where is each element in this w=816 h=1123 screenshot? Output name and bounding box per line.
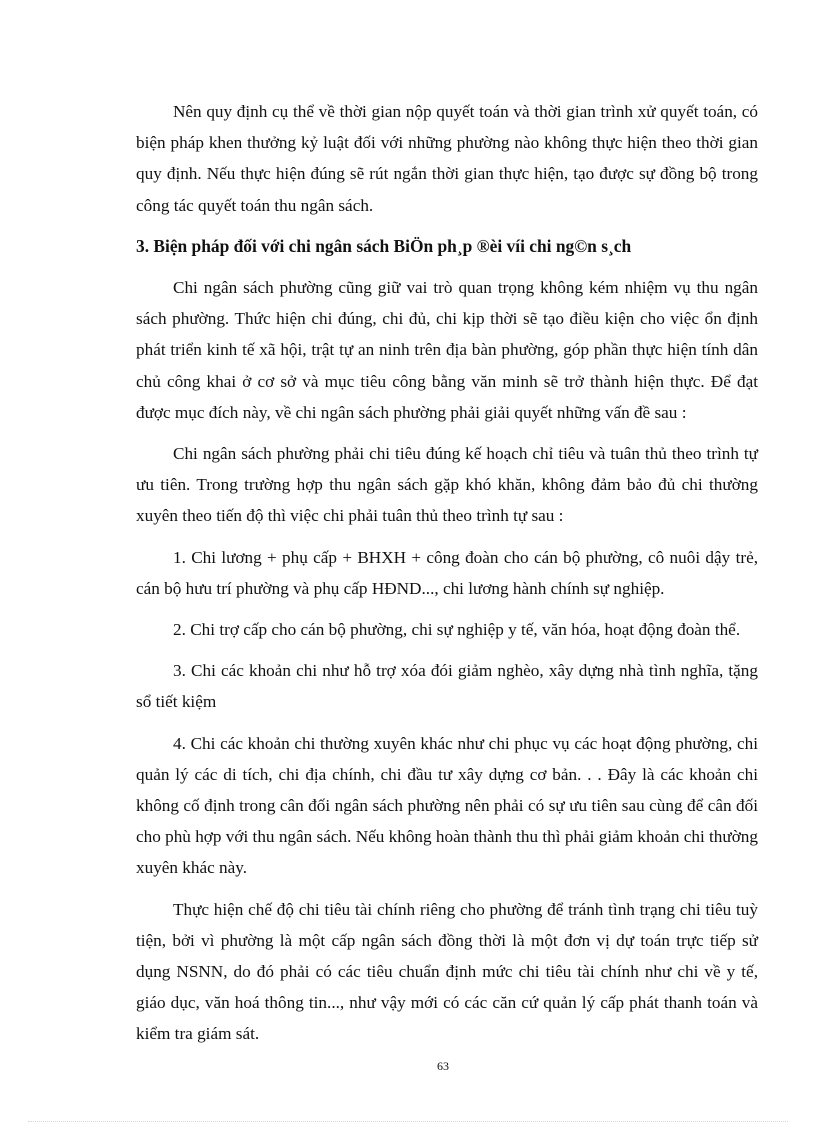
paragraph-intro: Nên quy định cụ thể về thời gian nộp quyết toán và thời gian trình xử quyết toán, có biện pháp khen thưởng kỷ luật đối với những phường nào không thực hiện theo thời gian quy định. Nếu thực hiện đúng sẽ rút ngắn thời gian thực hiện, tạo được sự đồng bộ trong công tác quyết toán thu ngân sách. — [136, 102, 758, 215]
list-item-2: 2. Chi trợ cấp cho cán bộ phường, chi sự nghiệp y tế, văn hóa, hoạt động đoàn thể. — [173, 620, 741, 640]
list-item-3: 3. Chi các khoản chi như hỗ trợ xóa đói giảm nghèo, xây dựng nhà tình nghĩa, tặng sổ tiết kiệm — [136, 661, 758, 712]
paragraph-1: Chi ngân sách phường cũng giữ vai trò quan trọng không kém nhiệm vụ thu ngân sách phường. Thức hiện chi đúng, chi đủ, chi kịp thời sẽ tạo điều kiện cho việc ổn định phát triển kinh tế xã hội, trật tự an ninh trên địa bàn phường, góp phần thực hiện tính dân chủ công khai ở cơ sở và mục tiêu công bằng văn minh sẽ trở thành hiện thực. Để đạt được mục đích này, về chi ngân sách phường phải giải quyết những vấn đề sau : — [136, 278, 758, 422]
paragraph-2: Chi ngân sách phường phải chi tiêu đúng kế hoạch chỉ tiêu và tuân thủ theo trình tự ưu tiên. Trong trường hợp thu ngân sách gặp khó khăn, không đảm bảo đủ chi thường xuyên theo tiến độ thì việc chi phải tuân thủ theo trình tự sau : — [136, 444, 758, 526]
footer-divider — [28, 1121, 788, 1122]
paragraph-final: Thực hiện chế độ chi tiêu tài chính riêng cho phường để tránh tình trạng chi tiêu tuỳ tiện, bởi vì phường là một cấp ngân sách đồng thời là một đơn vị dự toán trực tiếp sử dụng NSNN, do đó phải có các tiêu chuẩn định mức chi tiêu tài chính như chi về y tế, giáo dục, văn hoá thông tin..., như vậy mới có các căn cứ quản lý cấp phát thanh toán và kiểm tra giám sát. — [136, 899, 758, 1044]
section-heading: 3. Biện pháp đối với chi ngân sách BiÖn ph¸p ®èi víi chi ng©n s¸ch — [136, 235, 632, 256]
page-body — [136, 96, 758, 1060]
list-item-1: 1. Chi lương + phụ cấp + BHXH + công đoàn cho cán bộ phường, cô nuôi dậy trẻ, cán bộ hưu trí phường và phụ cấp HĐND..., chi lương hành chính sự nghiệp. — [136, 547, 758, 598]
list-item-4: 4. Chi các khoản chi thường xuyên khác như chi phục vụ các hoạt động phường, chi quản lý các di tích, chi địa chính, chi đầu tư xây dựng cơ bản. . . Đây là các khoản chi không cố định trong cân đối ngân sách phường nên phải có sự ưu tiên sau cùng để cân đối cho phù hợp với thu ngân sách. Nếu không hoàn thành thu thì phải giảm khoản chi thường xuyên khác này. — [136, 733, 758, 878]
page-number: 63 — [437, 1059, 449, 1073]
